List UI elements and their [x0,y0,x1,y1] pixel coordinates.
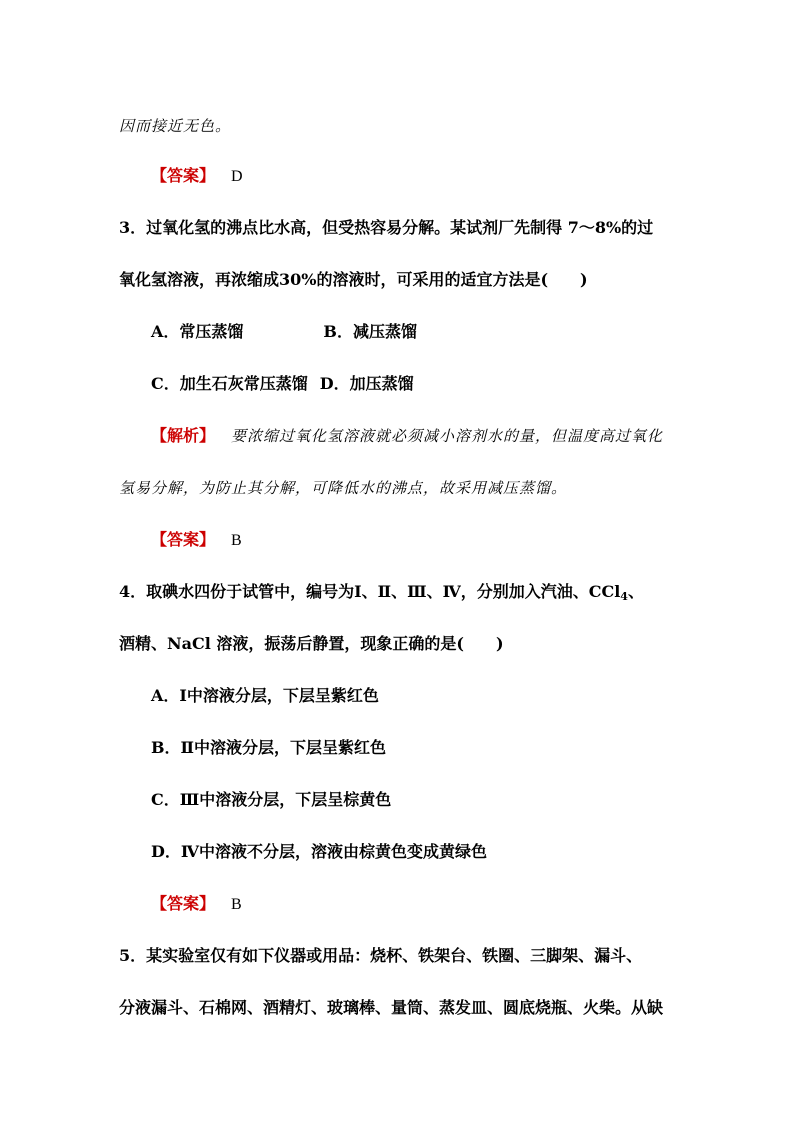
text-line: 因而接近无色。 [119,117,232,135]
analysis-line-1: 【解析】 要浓缩过氧化氢溶液就必须减小溶剂水的量，但温度高过氧化 [151,426,664,445]
question-5-line-1: 5．某实验室仅有如下仪器或用品：烧杯、铁架台、铁圈、三脚架、漏斗、 [119,946,643,965]
question-3-line-1: 3．过氧化氢的沸点比水高，但受热容易分解。某试剂厂先制得 7～8%的过 [119,218,654,237]
question-4-line-2: 酒精、NaCl 溶液，振荡后静置，现象正确的是( ) [119,634,504,653]
option-d: D．加压蒸馏 [319,374,414,393]
analysis-tag: 【解析】 [151,426,216,445]
answer-line [151,166,243,187]
question-3-line-2: 氧化氢溶液，再浓缩成30%的溶液时，可采用的适宜方法是( ) [119,270,588,289]
option-b: B．Ⅱ中溶液分层，下层呈紫红色 [151,738,387,757]
answer-line [151,894,242,915]
analysis-line-2: 氢易分解，为防止其分解，可降低水的沸点，故采用减压蒸馏。 [119,479,568,497]
answer-line [151,530,242,551]
answer-tag: 【答案】 [151,166,216,185]
option-b: B．减压蒸馏 [323,322,417,341]
answer-value: B [231,896,242,913]
answer-tag: 【答案】 [151,894,216,913]
question-3-options-ab [151,322,417,342]
answer-tag: 【答案】 [151,530,216,549]
option-a: A．Ⅰ中溶液分层，下层呈紫红色 [151,686,379,705]
option-a: A．常压蒸馏 [151,322,244,341]
answer-value: B [231,532,242,549]
option-c: C．Ⅲ中溶液分层，下层呈棕黄色 [151,790,392,809]
option-c: C．加生石灰常压蒸馏 [151,374,308,393]
answer-value: D [231,168,243,185]
question-5-line-2: 分液漏斗、石棉网、酒精灯、玻璃棒、量筒、蒸发皿、圆底烧瓶、火柴。从缺 [119,998,664,1017]
option-d: D．Ⅳ中溶液不分层，溶液由棕黄色变成黄绿色 [151,842,488,861]
question-3-options-cd [151,374,414,394]
question-4-line-1: 4．取碘水四份于试管中，编号为Ⅰ、Ⅱ、Ⅲ、Ⅳ，分别加入汽油、CCl$_4$、 [119,582,644,603]
